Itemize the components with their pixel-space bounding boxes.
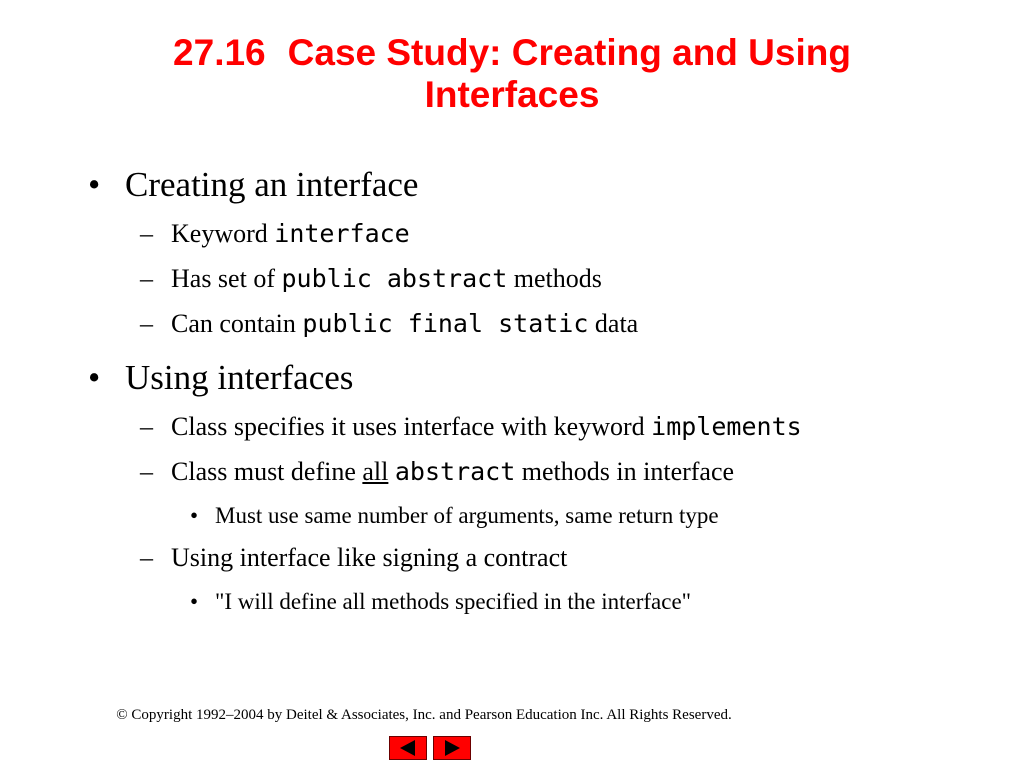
code-public-final-static: public final static xyxy=(302,309,589,338)
right-arrow-icon xyxy=(434,737,470,759)
dash-marker: – xyxy=(140,309,153,338)
sub-bullet-text: Using interface like signing a contract xyxy=(171,543,568,572)
copyright-footer: © Copyright 1992–2004 by Deitel & Associates, Inc. and Pearson Education Inc. All Rights Reserved. xyxy=(116,707,732,723)
underlined-all: all xyxy=(362,457,389,486)
left-arrow-icon xyxy=(390,737,426,759)
dash-marker: – xyxy=(140,264,153,293)
code-interface: interface xyxy=(274,219,410,248)
bullet-text: Creating an interface xyxy=(125,165,419,204)
previous-slide-button[interactable] xyxy=(389,736,427,760)
bullet-marker: • xyxy=(88,358,101,397)
sub-bullet-text: Can contain xyxy=(171,309,303,338)
sub-bullet-text-post: methods xyxy=(507,264,602,293)
code-public-abstract: public abstract xyxy=(281,264,508,293)
sub-bullet-text-post: methods in interface xyxy=(515,457,735,486)
sub-sub-bullet-text: Must use same number of arguments, same return type xyxy=(215,503,719,528)
sub-bullet-text-post: data xyxy=(588,309,639,338)
title-line-2: Interfaces xyxy=(424,74,600,115)
sub-bullet-text: Keyword xyxy=(171,219,275,248)
code-abstract: abstract xyxy=(394,457,516,486)
dash-marker: – xyxy=(140,543,153,572)
dash-marker: – xyxy=(140,457,153,486)
bullet-marker: • xyxy=(88,165,101,204)
sub-bullet-text: Class must define xyxy=(171,457,363,486)
bullet-marker: • xyxy=(190,503,199,528)
bullet-text: Using interfaces xyxy=(125,358,354,397)
title-number: 27.16 xyxy=(173,32,266,73)
sub-sub-bullet-text: "I will define all methods specified in the interface" xyxy=(215,589,692,614)
sub-bullet-text: Has set of xyxy=(171,264,282,293)
next-slide-button[interactable] xyxy=(433,736,471,760)
sub-bullet-text: Class specifies it uses interface with keyword xyxy=(171,412,652,441)
dash-marker: – xyxy=(140,412,153,441)
dash-marker: – xyxy=(140,219,153,248)
code-implements: implements xyxy=(651,412,802,441)
bullet-marker: • xyxy=(190,589,199,614)
title-line-1: Case Study: Creating and Using xyxy=(287,32,851,73)
